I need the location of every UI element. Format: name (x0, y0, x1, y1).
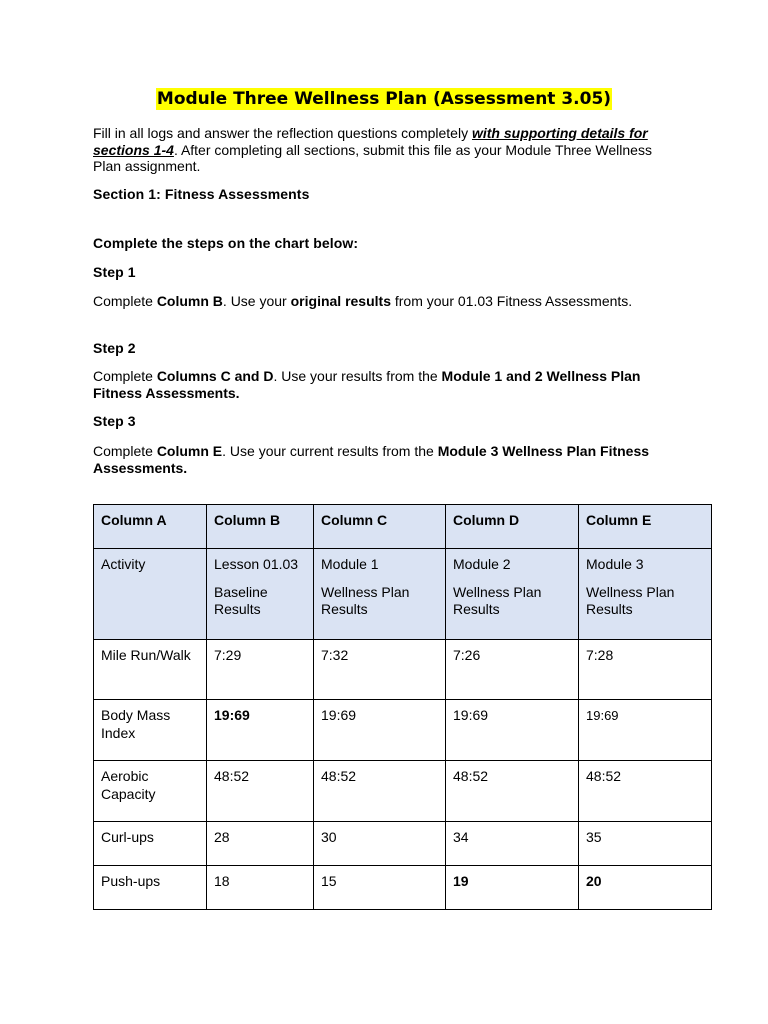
value-cell: 34 (446, 822, 579, 866)
activity-cell: Curl-ups (94, 822, 207, 866)
step2-text (93, 368, 673, 402)
value-cell: 28 (207, 822, 314, 866)
header-cell: Column B (207, 505, 314, 549)
step1-b1: Column B (156, 293, 223, 309)
value-cell: 48:52 (314, 761, 446, 822)
table-row (94, 761, 712, 822)
subheader-line1: Module 2 (453, 556, 511, 572)
subheader-line1: Module 1 (321, 556, 379, 572)
table-row (94, 700, 712, 761)
intro-text-1: Fill in all logs and answer the reflection questions completely (93, 125, 472, 141)
value-cell: 48:52 (579, 761, 712, 822)
step3-text (93, 443, 673, 477)
activity-cell: Push-ups (94, 866, 207, 910)
step2-b2: Module 1 and 2 Wellness Plan Fitness Assessments. (93, 368, 641, 401)
value-cell: 19:69 (446, 700, 579, 761)
value-cell: 19:69 (314, 700, 446, 761)
value-cell: 20 (579, 866, 712, 910)
value-cell: 48:52 (446, 761, 579, 822)
step1-t3: from your 01.03 Fitness Assessments. (390, 293, 633, 309)
subheader-activity: Activity (101, 556, 146, 572)
step1-text (93, 293, 653, 310)
header-cell: Column C (314, 505, 446, 549)
step3-t2: . Use your current results from the (222, 443, 438, 459)
step1-b2: original results (290, 293, 391, 309)
subheader-line1: Module 3 (586, 556, 644, 572)
step2-t1: Complete (93, 368, 157, 384)
value-cell: 7:29 (207, 640, 314, 700)
header-cell: Column E (579, 505, 712, 549)
step2-heading: Step 2 (93, 340, 136, 356)
subheader-cell (207, 549, 314, 640)
subheader-line2: Baseline Results (214, 583, 268, 617)
activity-cell: Body Mass Index (94, 700, 207, 761)
value-cell: 7:26 (446, 640, 579, 700)
step1-t1: Complete (93, 293, 157, 309)
header-cell: Column D (446, 505, 579, 549)
header-cell: Column A (94, 505, 207, 549)
value-cell: 19:69 (207, 700, 314, 761)
activity-cell: Mile Run/Walk (94, 640, 207, 700)
subheader-line2: Wellness Plan Results (321, 583, 410, 617)
subheader-line2: Wellness Plan Results (453, 583, 542, 617)
value-cell: 30 (314, 822, 446, 866)
table-header-row (94, 505, 712, 549)
table-row (94, 866, 712, 910)
table-row (94, 822, 712, 866)
value-cell: 19:69 (579, 700, 712, 761)
instructions-heading: Complete the steps on the chart below: (93, 235, 359, 251)
value-cell: 19 (446, 866, 579, 910)
step3-b2: Module 3 Wellness Plan Fitness Assessments. (93, 443, 650, 476)
value-cell: 18 (207, 866, 314, 910)
subheader-cell (94, 549, 207, 640)
step3-heading: Step 3 (93, 413, 136, 429)
subheader-line2: Wellness Plan Results (586, 583, 675, 617)
value-cell: 15 (314, 866, 446, 910)
table-row (94, 640, 712, 700)
subheader-line1: Lesson 01.03 (214, 556, 299, 572)
table-subheader-row (94, 549, 712, 640)
value-cell: 7:32 (314, 640, 446, 700)
intro-paragraph (93, 125, 653, 175)
page-title: Module Three Wellness Plan (Assessment 3.05) (156, 89, 612, 109)
step3-b1: Column E (156, 443, 223, 459)
activity-cell: Aerobic Capacity (94, 761, 207, 822)
step3-t1: Complete (93, 443, 157, 459)
step1-t2: . Use your (222, 293, 291, 309)
value-cell: 48:52 (207, 761, 314, 822)
step2-b1: Columns C and D (156, 368, 274, 384)
section-heading: Section 1: Fitness Assessments (93, 186, 310, 202)
step1-heading: Step 1 (93, 264, 136, 280)
intro-emphasis: with supporting details for sections 1-4 (93, 125, 648, 158)
value-cell: 35 (579, 822, 712, 866)
subheader-cell (579, 549, 712, 640)
subheader-cell (314, 549, 446, 640)
fitness-results-table (93, 504, 712, 910)
value-cell: 7:28 (579, 640, 712, 700)
step2-t2: . Use your results from the (273, 368, 442, 384)
subheader-cell (446, 549, 579, 640)
intro-text-2: . After completing all sections, submit this file as your Module Three Wellness Plan assignment. (93, 141, 652, 174)
title-wrapper (0, 88, 768, 110)
